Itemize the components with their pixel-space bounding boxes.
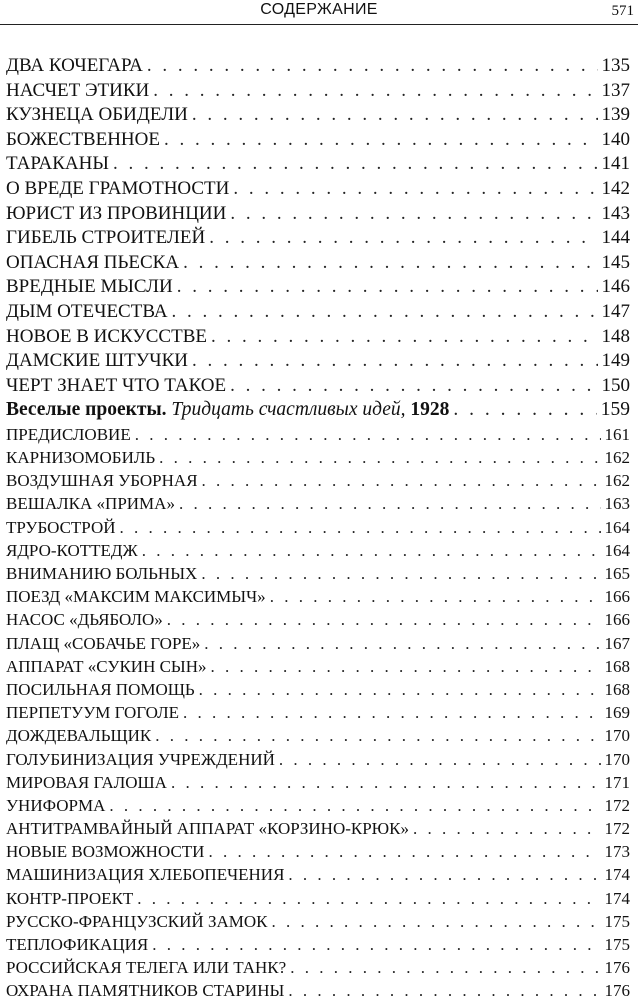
leader-dots: [209, 226, 597, 251]
entry-page: 175: [604, 911, 630, 931]
toc-section-entry[interactable]: [6, 398, 630, 423]
leader-dots: [192, 349, 598, 374]
entry-title: ЮРИСТ ИЗ ПРОВИНЦИИ: [6, 202, 227, 224]
leader-dots: [147, 54, 598, 79]
entry-page: 173: [604, 842, 630, 862]
leader-dots: [152, 933, 600, 956]
leader-dots: [211, 325, 598, 350]
leader-dots: [204, 632, 600, 655]
entry-page: 135: [601, 55, 630, 76]
running-title: СОДЕРЖАНИЕ: [260, 1, 378, 18]
entry-title: ВОЗДУШНАЯ УБОРНАЯ: [6, 471, 198, 491]
entry-page: 165: [604, 564, 630, 584]
leader-dots: [233, 177, 597, 202]
entry-title: НОВОЕ В ИСКУССТВЕ: [6, 325, 207, 347]
leader-dots: [155, 724, 600, 747]
leader-dots: [288, 863, 600, 886]
section-page: 159: [600, 399, 630, 421]
entry-title: ДАМСКИЕ ШТУЧКИ: [6, 350, 188, 372]
entry-page: 164: [604, 540, 630, 560]
entry-page: 166: [604, 610, 630, 630]
toc-entry[interactable]: [6, 128, 630, 153]
entry-title: НАСЧЕТ ЭТИКИ: [6, 79, 150, 101]
section-subtitle: Тридцать счастливых идей,: [171, 399, 406, 421]
toc-entry[interactable]: [6, 177, 630, 202]
entry-page: 145: [601, 251, 630, 273]
toc-entry[interactable]: [6, 325, 630, 350]
entry-page: 174: [604, 888, 630, 908]
toc-entry[interactable]: [6, 585, 630, 608]
toc-entry[interactable]: [6, 79, 630, 104]
toc-entry[interactable]: [6, 349, 630, 374]
leader-dots: [201, 562, 600, 585]
leader-dots: [211, 655, 601, 678]
leader-dots: [159, 446, 600, 469]
entry-page: 176: [604, 981, 630, 1001]
entry-page: 141: [601, 153, 630, 175]
entry-title: МИРОВАЯ ГАЛОША: [6, 772, 167, 792]
toc-entry[interactable]: [6, 492, 630, 515]
entry-page: 146: [601, 276, 630, 298]
leader-dots: [120, 516, 601, 539]
entry-page: 168: [604, 656, 630, 676]
entry-title: КОНТР-ПРОЕКТ: [6, 888, 134, 908]
toc-entry[interactable]: [6, 887, 630, 910]
leader-dots: [179, 492, 601, 515]
entry-title: НАСОС «ДЬЯБОЛО»: [6, 610, 163, 630]
leader-dots: [199, 678, 601, 701]
toc-entry[interactable]: [6, 103, 630, 128]
leader-dots: [137, 887, 600, 910]
page-number: 571: [611, 3, 634, 19]
entry-title: ПОЕЗД «МАКСИМ МАКСИМЫЧ»: [6, 587, 266, 607]
entry-title: РУССКО-ФРАНЦУЗСКИЙ ЗАМОК: [6, 911, 268, 931]
entry-title: ГОЛУБИНИЗАЦИЯ УЧРЕЖДЕНИЙ: [6, 749, 275, 769]
toc-entry[interactable]: [6, 840, 630, 863]
leader-dots: [167, 608, 601, 631]
running-header: [0, 0, 638, 25]
toc-entry[interactable]: [6, 933, 630, 956]
entry-page: 161: [604, 424, 630, 444]
entry-title: РОССИЙСКАЯ ТЕЛЕГА ИЛИ ТАНК?: [6, 958, 287, 978]
leader-dots: [135, 423, 601, 446]
toc-entry[interactable]: [6, 817, 630, 840]
leader-dots: [271, 910, 600, 933]
toc-entry[interactable]: [6, 979, 630, 1002]
entry-title: ТАРАКАНЫ: [6, 153, 109, 175]
entry-title: МАШИНИЗАЦИЯ ХЛЕБОПЕЧЕНИЯ: [6, 865, 285, 885]
leader-dots: [183, 251, 597, 276]
entry-page: 174: [604, 865, 630, 885]
toc-entry[interactable]: [6, 300, 630, 325]
leader-dots: [192, 103, 598, 128]
leader-dots: [288, 979, 600, 1002]
toc-entry[interactable]: [6, 748, 630, 771]
entry-title: ДОЖДЕВАЛЬЩИК: [6, 726, 152, 746]
entry-page: 143: [601, 202, 630, 224]
entry-page: 144: [601, 227, 630, 249]
toc-entry[interactable]: [6, 956, 630, 979]
entry-title: ЧЕРТ ЗНАЕТ ЧТО ТАКОЕ: [6, 374, 227, 396]
leader-dots: [279, 748, 601, 771]
entry-page: 172: [604, 795, 630, 815]
entry-page: 167: [604, 633, 630, 653]
toc-entry[interactable]: [6, 632, 630, 655]
leader-dots: [183, 701, 600, 724]
entry-page: 140: [601, 128, 630, 150]
entry-title: ПЛАЩ «СОБАЧЬЕ ГОРЕ»: [6, 633, 201, 653]
entry-title: ЯДРО-КОТТЕДЖ: [6, 540, 138, 560]
entry-page: 162: [604, 471, 630, 491]
leader-dots: [172, 300, 598, 325]
entry-page: 149: [601, 350, 630, 372]
leader-dots: [171, 771, 601, 794]
toc-entry[interactable]: [6, 54, 630, 79]
entry-page: 169: [604, 703, 630, 723]
leader-dots: [142, 539, 601, 562]
toc-entry[interactable]: [6, 539, 630, 562]
entry-title: КУЗНЕЦА ОБИДЕЛИ: [6, 104, 188, 126]
toc-entry[interactable]: [6, 516, 630, 539]
toc-entry[interactable]: [6, 724, 630, 747]
entry-title: НОВЫЕ ВОЗМОЖНОСТИ: [6, 842, 205, 862]
toc-entry[interactable]: [6, 910, 630, 933]
entry-page: 162: [604, 448, 630, 468]
entry-page: 137: [601, 79, 630, 101]
toc-entry[interactable]: [6, 678, 630, 701]
toc-entry[interactable]: [6, 469, 630, 492]
entry-page: 163: [604, 494, 630, 514]
leader-dots: [109, 794, 600, 817]
leader-dots: [113, 152, 598, 177]
leader-dots: [290, 956, 600, 979]
entry-title: ТЕПЛОФИКАЦИЯ: [6, 935, 149, 955]
entry-title: ОПАСНАЯ ПЬЕСКА: [6, 251, 180, 273]
toc-entry[interactable]: [6, 562, 630, 585]
leader-dots: [413, 817, 601, 840]
toc-entry[interactable]: [6, 655, 630, 678]
toc-entry[interactable]: [6, 863, 630, 886]
entry-title: ДВА КОЧЕГАРА: [6, 55, 143, 76]
entry-title: ПОСИЛЬНАЯ ПОМОЩЬ: [6, 679, 195, 699]
toc-entry[interactable]: [6, 374, 630, 399]
table-of-contents: [6, 54, 630, 1003]
leader-dots: [153, 79, 597, 104]
toc-entry[interactable]: [6, 202, 630, 227]
entry-title: ВРЕДНЫЕ МЫСЛИ: [6, 276, 173, 298]
toc-entry[interactable]: [6, 701, 630, 724]
toc-entry[interactable]: [6, 608, 630, 631]
entry-title: БОЖЕСТВЕННОЕ: [6, 128, 160, 150]
section-title: Веселые проекты.: [6, 399, 167, 421]
section-year: 1928: [410, 399, 450, 421]
entry-title: ГИБЕЛЬ СТРОИТЕЛЕЙ: [6, 227, 206, 249]
leader-dots: [230, 374, 597, 399]
leader-dots: [208, 840, 600, 863]
entry-title: КАРНИЗОМОБИЛЬ: [6, 448, 156, 468]
toc-group-projects: [6, 423, 630, 1003]
entry-title: ОХРАНА ПАМЯТНИКОВ СТАРИНЫ: [6, 981, 285, 1001]
toc-entry[interactable]: [6, 251, 630, 276]
entry-page: 139: [601, 104, 630, 126]
entry-page: 176: [604, 958, 630, 978]
entry-page: 148: [601, 325, 630, 347]
entry-page: 170: [604, 726, 630, 746]
entry-title: ВНИМАНИЮ БОЛЬНЫХ: [6, 564, 198, 584]
entry-title: АППАРАТ «СУКИН СЫН»: [6, 656, 207, 676]
leader-dots: [177, 275, 598, 300]
leader-dots: [202, 469, 601, 492]
entry-title: ДЫМ ОТЕЧЕСТВА: [6, 300, 168, 322]
leader-dots: [230, 202, 597, 227]
entry-page: 170: [604, 749, 630, 769]
entry-page: 172: [604, 819, 630, 839]
leader-dots: [453, 398, 596, 423]
entry-title: УНИФОРМА: [6, 795, 106, 815]
entry-page: 168: [604, 679, 630, 699]
toc-entry[interactable]: [6, 771, 630, 794]
leader-dots: [270, 585, 601, 608]
toc-entry[interactable]: [6, 152, 630, 177]
entry-title: ТРУБОСТРОЙ: [6, 517, 116, 537]
toc-entry[interactable]: [6, 226, 630, 251]
entry-page: 175: [604, 935, 630, 955]
entry-page: 164: [604, 517, 630, 537]
toc-entry[interactable]: [6, 446, 630, 469]
toc-group-stories: [6, 54, 630, 398]
toc-entry[interactable]: [6, 423, 630, 446]
entry-title: О ВРЕДЕ ГРАМОТНОСТИ: [6, 177, 230, 199]
entry-page: 147: [601, 300, 630, 322]
entry-title: ПРЕДИСЛОВИЕ: [6, 424, 131, 444]
entry-page: 150: [601, 374, 630, 396]
entry-page: 142: [601, 177, 630, 199]
entry-page: 166: [604, 587, 630, 607]
entry-page: 171: [604, 772, 630, 792]
toc-entry[interactable]: [6, 794, 630, 817]
entry-title: ВЕШАЛКА «ПРИМА»: [6, 494, 175, 514]
leader-dots: [164, 128, 598, 153]
toc-entry[interactable]: [6, 275, 630, 300]
entry-title: ПЕРПЕТУУМ ГОГОЛЕ: [6, 703, 180, 723]
entry-title: АНТИТРАМВАЙНЫЙ АППАРАТ «КОРЗИНО-КРЮК»: [6, 819, 409, 839]
